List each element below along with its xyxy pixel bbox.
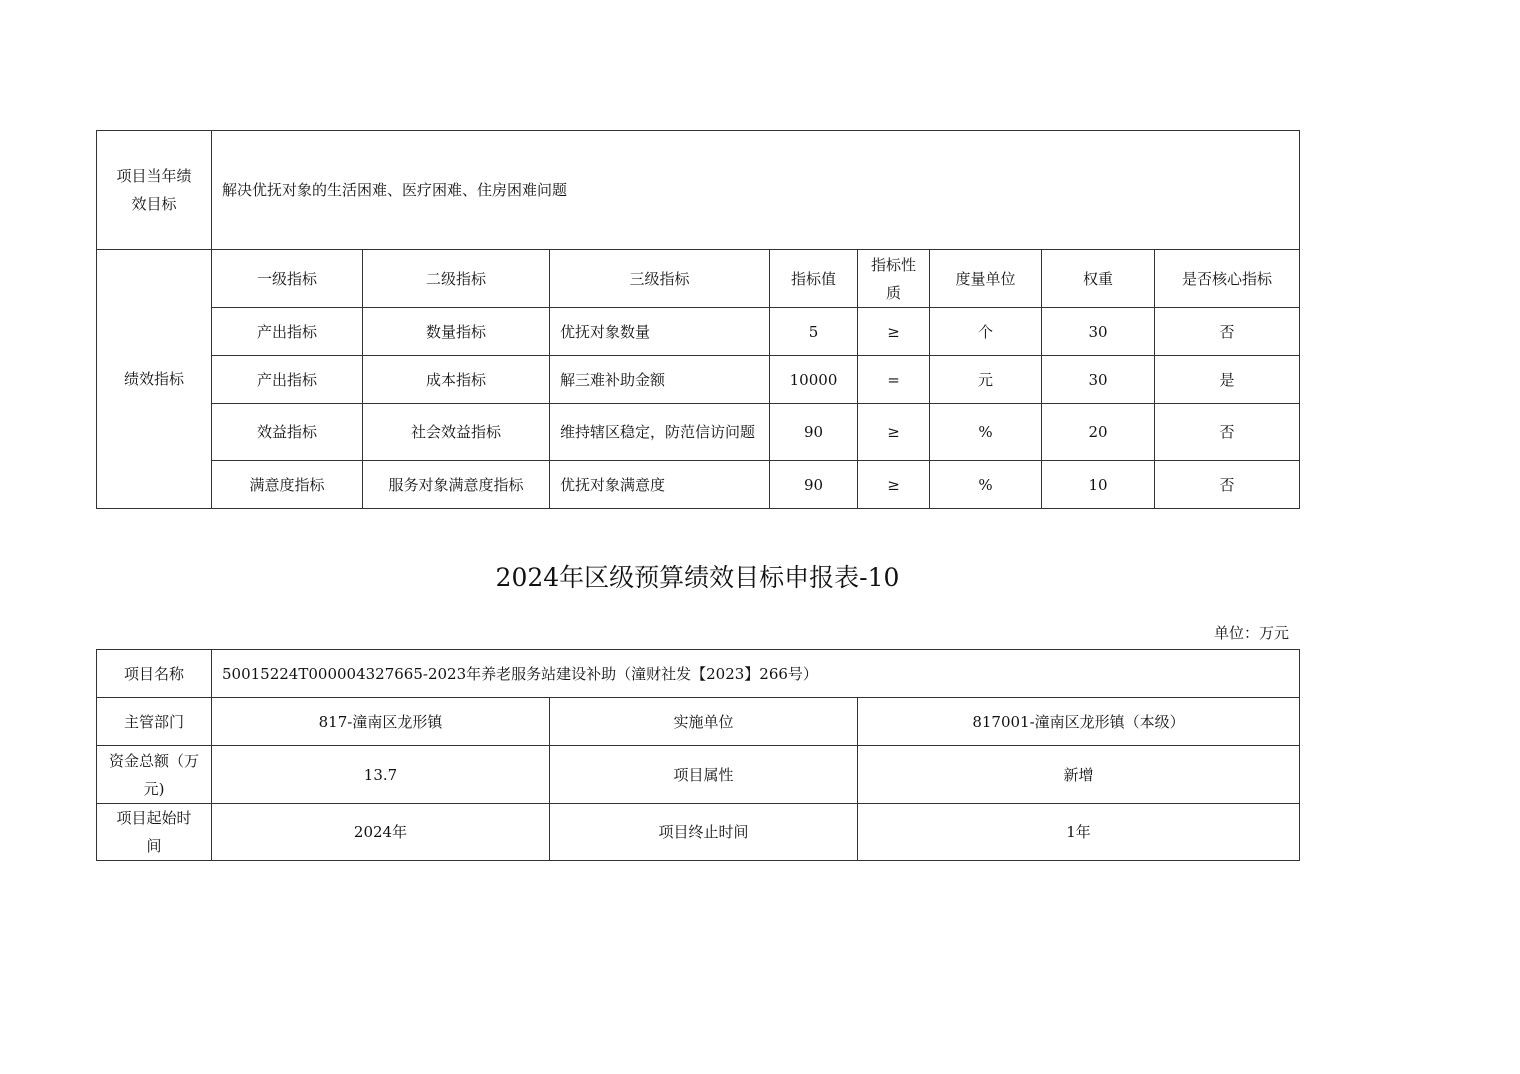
start-value: 2024年 xyxy=(212,804,550,861)
unit-label: 单位：万元 xyxy=(1213,624,1289,642)
table-row xyxy=(97,308,1300,356)
cell: 是 xyxy=(1155,356,1300,404)
header-core: 是否核心指标 xyxy=(1155,250,1300,308)
project-name-label: 项目名称 xyxy=(97,650,212,698)
end-label: 项目终止时间 xyxy=(550,804,858,861)
cell: % xyxy=(930,404,1042,461)
cell: 90 xyxy=(770,461,858,509)
project-info-table xyxy=(96,649,1300,861)
cell: % xyxy=(930,461,1042,509)
cell: 5 xyxy=(770,308,858,356)
header-value: 指标值 xyxy=(770,250,858,308)
table-row xyxy=(97,804,1300,861)
table-row xyxy=(97,356,1300,404)
page-title: 2024年区级预算绩效目标申报表-10 xyxy=(495,563,900,592)
attr-label: 项目属性 xyxy=(550,746,858,804)
attr-value: 新增 xyxy=(858,746,1300,804)
cell: 否 xyxy=(1155,308,1300,356)
cell: 30 xyxy=(1042,308,1155,356)
cell: 否 xyxy=(1155,461,1300,509)
fund-value: 13.7 xyxy=(212,746,550,804)
dept-value: 817-潼南区龙形镇 xyxy=(212,698,550,746)
project-name: 50015224T000004327665-2023年养老服务站建设补助（潼财社发【2023】266号） xyxy=(212,650,1300,698)
start-label: 项目起始时间 xyxy=(97,804,212,861)
cell: 30 xyxy=(1042,356,1155,404)
header-weight: 权重 xyxy=(1042,250,1155,308)
cell: 10000 xyxy=(770,356,858,404)
impl-label: 实施单位 xyxy=(550,698,858,746)
cell: 维持辖区稳定，防范信访问题 xyxy=(550,404,770,461)
cell: 社会效益指标 xyxy=(363,404,550,461)
indicators-label: 绩效指标 xyxy=(97,250,212,509)
cell: 否 xyxy=(1155,404,1300,461)
end-value: 1年 xyxy=(858,804,1300,861)
cell: 数量指标 xyxy=(363,308,550,356)
cell: = xyxy=(858,356,930,404)
header-level1: 一级指标 xyxy=(212,250,363,308)
performance-indicator-table xyxy=(96,130,1300,509)
cell: 元 xyxy=(930,356,1042,404)
cell: 优抚对象数量 xyxy=(550,308,770,356)
cell: 20 xyxy=(1042,404,1155,461)
cell: 解三难补助金额 xyxy=(550,356,770,404)
cell: 90 xyxy=(770,404,858,461)
table-row xyxy=(97,746,1300,804)
dept-label: 主管部门 xyxy=(97,698,212,746)
cell: 产出指标 xyxy=(212,356,363,404)
cell: ≥ xyxy=(858,308,930,356)
fund-label: 资金总额（万元) xyxy=(97,746,212,804)
table-row xyxy=(97,404,1300,461)
table-row xyxy=(97,698,1300,746)
cell: ≥ xyxy=(858,404,930,461)
indicator-header-row xyxy=(97,250,1300,308)
table-row xyxy=(97,650,1300,698)
header-nature: 指标性质 xyxy=(858,250,930,308)
cell: 个 xyxy=(930,308,1042,356)
goal-text: 解决优抚对象的生活困难、医疗困难、住房困难问题 xyxy=(212,131,1300,250)
cell: 优抚对象满意度 xyxy=(550,461,770,509)
cell: 成本指标 xyxy=(363,356,550,404)
table-row xyxy=(97,461,1300,509)
cell: 满意度指标 xyxy=(212,461,363,509)
cell: 服务对象满意度指标 xyxy=(363,461,550,509)
cell: 10 xyxy=(1042,461,1155,509)
cell: 效益指标 xyxy=(212,404,363,461)
header-unit: 度量单位 xyxy=(930,250,1042,308)
impl-value: 817001-潼南区龙形镇（本级） xyxy=(858,698,1300,746)
cell: 产出指标 xyxy=(212,308,363,356)
cell: ≥ xyxy=(858,461,930,509)
header-level3: 三级指标 xyxy=(550,250,770,308)
goal-label: 项目当年绩效目标 xyxy=(97,131,212,250)
header-level2: 二级指标 xyxy=(363,250,550,308)
